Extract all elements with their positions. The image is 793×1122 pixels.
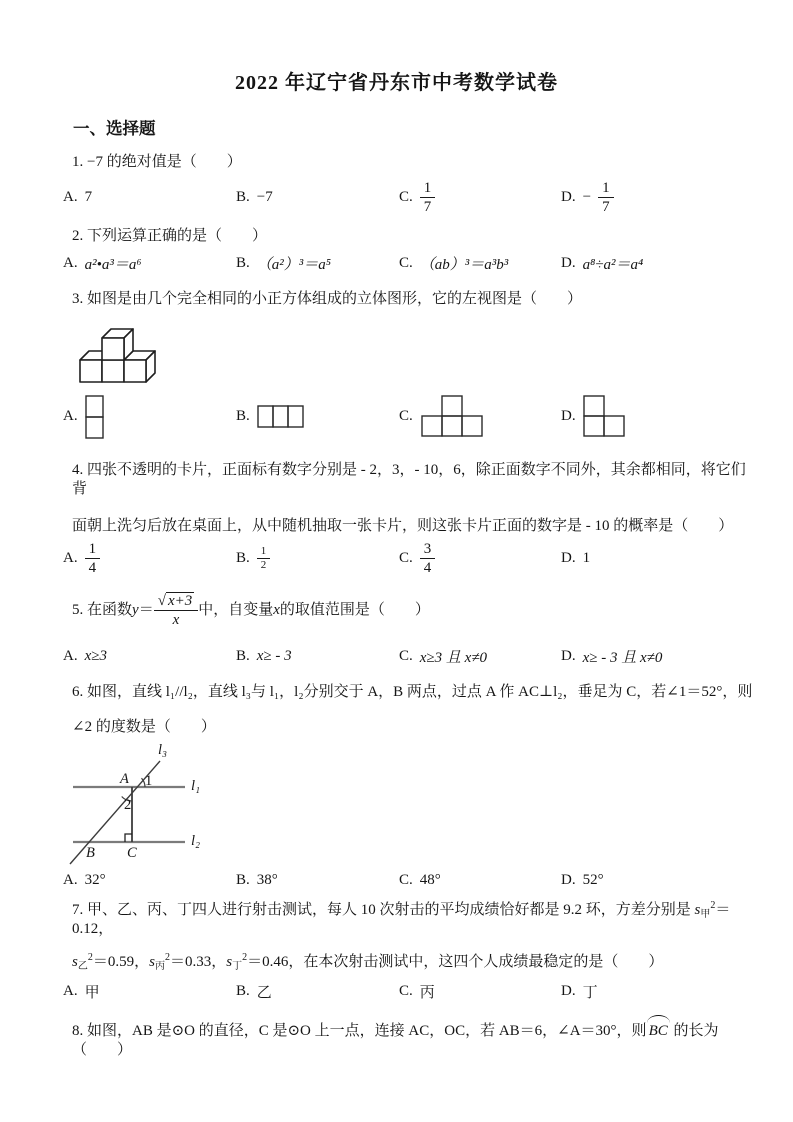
subscript-yi: 乙 [77,961,88,972]
question-2-options [0,253,793,274]
option-value: （ab）³＝a³b³ [419,257,509,273]
denominator: x [172,611,180,628]
fraction [598,179,614,216]
option-label: A. [63,648,78,664]
numerator: 1 [85,540,101,559]
question-1-options [0,176,793,218]
superscript-2: 2 [87,952,93,963]
option-label: A. [63,188,78,205]
question-5-text [0,585,793,635]
var-y: y [132,601,139,618]
numerator: 1 [257,545,271,559]
option-value: 丁 [582,985,598,1001]
q5-mid: 中，自变量 [198,601,274,618]
question-6-text-line2: ∠2 的度数是（ ） [72,719,216,735]
var-x: x [273,601,280,618]
option-label: D. [561,983,576,999]
question-2-text: 2. 下列运算正确的是（ ） [72,228,268,244]
q8-pre: 8. 如图，AB 是⊙O 的直径，C 是⊙O 上一点，连接 AC，OC，若 AB＝6，∠A＝30°，则 [72,1023,647,1039]
label-point-A: A [120,771,129,787]
option-label: C. [399,549,413,566]
subscript-bing: 丙 [154,961,165,972]
option-b [236,872,399,889]
option-c [399,540,561,577]
option-label: C. [399,648,413,664]
var-s: s [694,902,701,918]
q5-post: 的取值范围是（ ） [279,601,430,618]
option-value: 7 [84,188,93,205]
equals-sign: ＝ [138,601,154,618]
l-shape-three-squares-shape [583,395,626,438]
option-d [561,179,793,216]
question-4-text-line1: 4. 四张不透明的卡片，正面标有数字分别是 - 2，3，- 10，6，除正面数字不同外，其余都相同，将它们背 [72,462,746,497]
fraction [257,545,271,571]
option-label: C. [399,408,413,424]
section-heading: 一、选择题 [73,120,156,138]
var-s: s [226,954,233,970]
option-label: B. [236,648,250,664]
q5-pre: 5. 在函数 [72,601,133,618]
option-label: B. [236,188,250,205]
denominator: 7 [602,198,610,215]
denominator: 4 [423,559,432,576]
question-6-figure-parallel-lines [63,737,273,870]
label-angle-2: 2 [124,797,132,813]
option-label: C. [399,255,413,271]
q7-eq3: ＝0.33， [169,954,227,970]
option-value: a⁸÷a²＝a⁴ [582,257,644,273]
option-b [236,648,399,665]
question-6-text-line1: 6. 如图，直线 l₁//l₂，直线 l₃与 l₁，l₂分别交于 A，B 两点，过点 A 作 AC⊥l₂，垂足为 C，若∠1＝52°，则 [72,684,753,700]
option-label: A. [63,872,78,888]
minus-sign: − [582,188,592,205]
t-shape-four-squares-shape [420,395,484,438]
option-label: C. [399,188,413,205]
question-4-text-line2: 面朝上洗匀后放在桌面上，从中随机抽取一张卡片，则这张卡片正面的数字是 - 10 的概率是（ ） [72,518,734,534]
option-label: B. [236,408,250,424]
option-d [561,550,793,567]
option-b [236,189,399,206]
option-label: D. [561,648,576,664]
option-value: x≥3 [84,648,107,664]
superscript-2: 2 [710,900,716,911]
option-value: 32° [84,872,106,888]
option-label: A. [63,255,78,271]
option-value: 38° [256,872,278,888]
option-d [561,395,793,438]
option-c [399,253,561,274]
radical-sign: √ [157,592,166,609]
option-a [63,253,236,274]
question-8-text [0,1017,793,1060]
numerator: 3 [420,540,436,559]
option-b [236,253,399,274]
var-s: s [149,954,155,970]
fraction [420,179,436,216]
numerator: 1 [420,179,436,198]
option-label: A. [63,408,78,424]
option-value: 甲 [84,985,100,1001]
label-line-l2: l₂ [191,833,201,849]
question-3-text: 3. 如图是由几个完全相同的小正方体组成的立体图形，它的左视图是（ ） [72,291,583,307]
question-4-options [0,538,793,578]
option-value: 48° [419,872,441,888]
fraction [154,592,199,629]
subscript-jia: 甲 [700,909,711,920]
denominator: 7 [423,198,432,215]
q8-post: 的长为（ ） [72,1023,719,1058]
option-d [561,872,793,889]
var-s: s [72,954,78,970]
label-point-B: B [86,845,95,861]
superscript-2: 2 [164,952,170,963]
option-c [399,981,561,1002]
option-label: D. [561,872,576,888]
option-d [561,253,793,274]
question-5-options [0,646,793,667]
column-of-two-squares-shape [85,395,104,439]
option-value: （a²）³＝a⁵ [256,257,331,273]
option-d [561,646,793,667]
option-label: B. [236,549,250,566]
option-value: −7 [256,188,273,205]
denominator: 2 [260,558,267,571]
option-label: B. [236,255,250,271]
option-c [399,872,561,889]
option-value: x≥3 且 x≠0 [419,650,488,666]
option-a [63,648,236,665]
numerator: 1 [598,179,614,198]
option-a [63,981,236,1002]
option-label: D. [561,549,576,566]
option-value: 52° [582,872,604,888]
option-value: 乙 [256,985,272,1001]
option-label: D. [561,255,576,271]
label-point-C: C [127,845,137,861]
option-label: A. [63,983,78,999]
fraction [420,540,436,577]
option-value: 1 [582,549,591,566]
arc-BC [647,1017,670,1041]
option-c [399,179,561,216]
option-d [561,981,793,1002]
option-label: B. [236,983,250,999]
radicand: x+3 [167,592,193,609]
option-label: A. [63,549,78,566]
q7-eq2: ＝0.59， [92,954,150,970]
question-7-options [0,981,793,1002]
option-value: x≥ - 3 且 x≠0 [582,650,663,666]
denominator: 4 [88,559,97,576]
arc-over-icon [647,1015,670,1023]
question-7-text-line1 [0,901,793,939]
option-value: a²•a³＝a⁶ [84,257,142,273]
option-value: 丙 [419,985,435,1001]
question-3-figure-cubes [78,316,793,386]
question-1-text: 1. −7 的绝对值是（ ） [72,154,242,170]
label-angle-1: 1 [145,773,153,789]
q7-eq4: ＝0.46，在本次射击测试中，这四个人成绩最稳定的是（ ） [247,954,664,970]
option-label: D. [561,408,576,424]
fraction [85,540,101,577]
option-label: C. [399,872,413,888]
exam-title: 2022 年辽宁省丹东市中考数学试卷 [235,72,558,94]
option-a [63,540,236,577]
option-b [236,545,399,571]
q7-eq1: ＝0.12， [72,902,731,937]
question-3-options [0,394,793,439]
option-label: D. [561,188,576,205]
option-label: C. [399,983,413,999]
superscript-2: 2 [242,952,248,963]
option-b [236,981,399,1002]
option-c [399,646,561,667]
option-b [236,405,399,428]
row-of-three-squares-shape [257,405,304,428]
question-6-options [0,872,793,889]
sqrt-expression [154,592,199,611]
option-a [63,189,236,206]
label-line-l3: l₃ [158,742,168,758]
option-value: x≥ - 3 [256,648,292,664]
arc-BC-text: BC [648,1023,668,1039]
question-7-text-line2 [0,953,793,972]
option-c [399,395,561,438]
option-a [63,395,236,439]
subscript-ding: 丁 [232,961,243,972]
q7-pre: 7. 甲、乙、丙、丁四人进行射击测试，每人 10 次射击的平均成绩恰好都是 9.2 环，方差分别是 [72,902,695,918]
option-label: B. [236,872,250,888]
label-line-l1: l₁ [191,778,201,794]
option-a [63,872,236,889]
